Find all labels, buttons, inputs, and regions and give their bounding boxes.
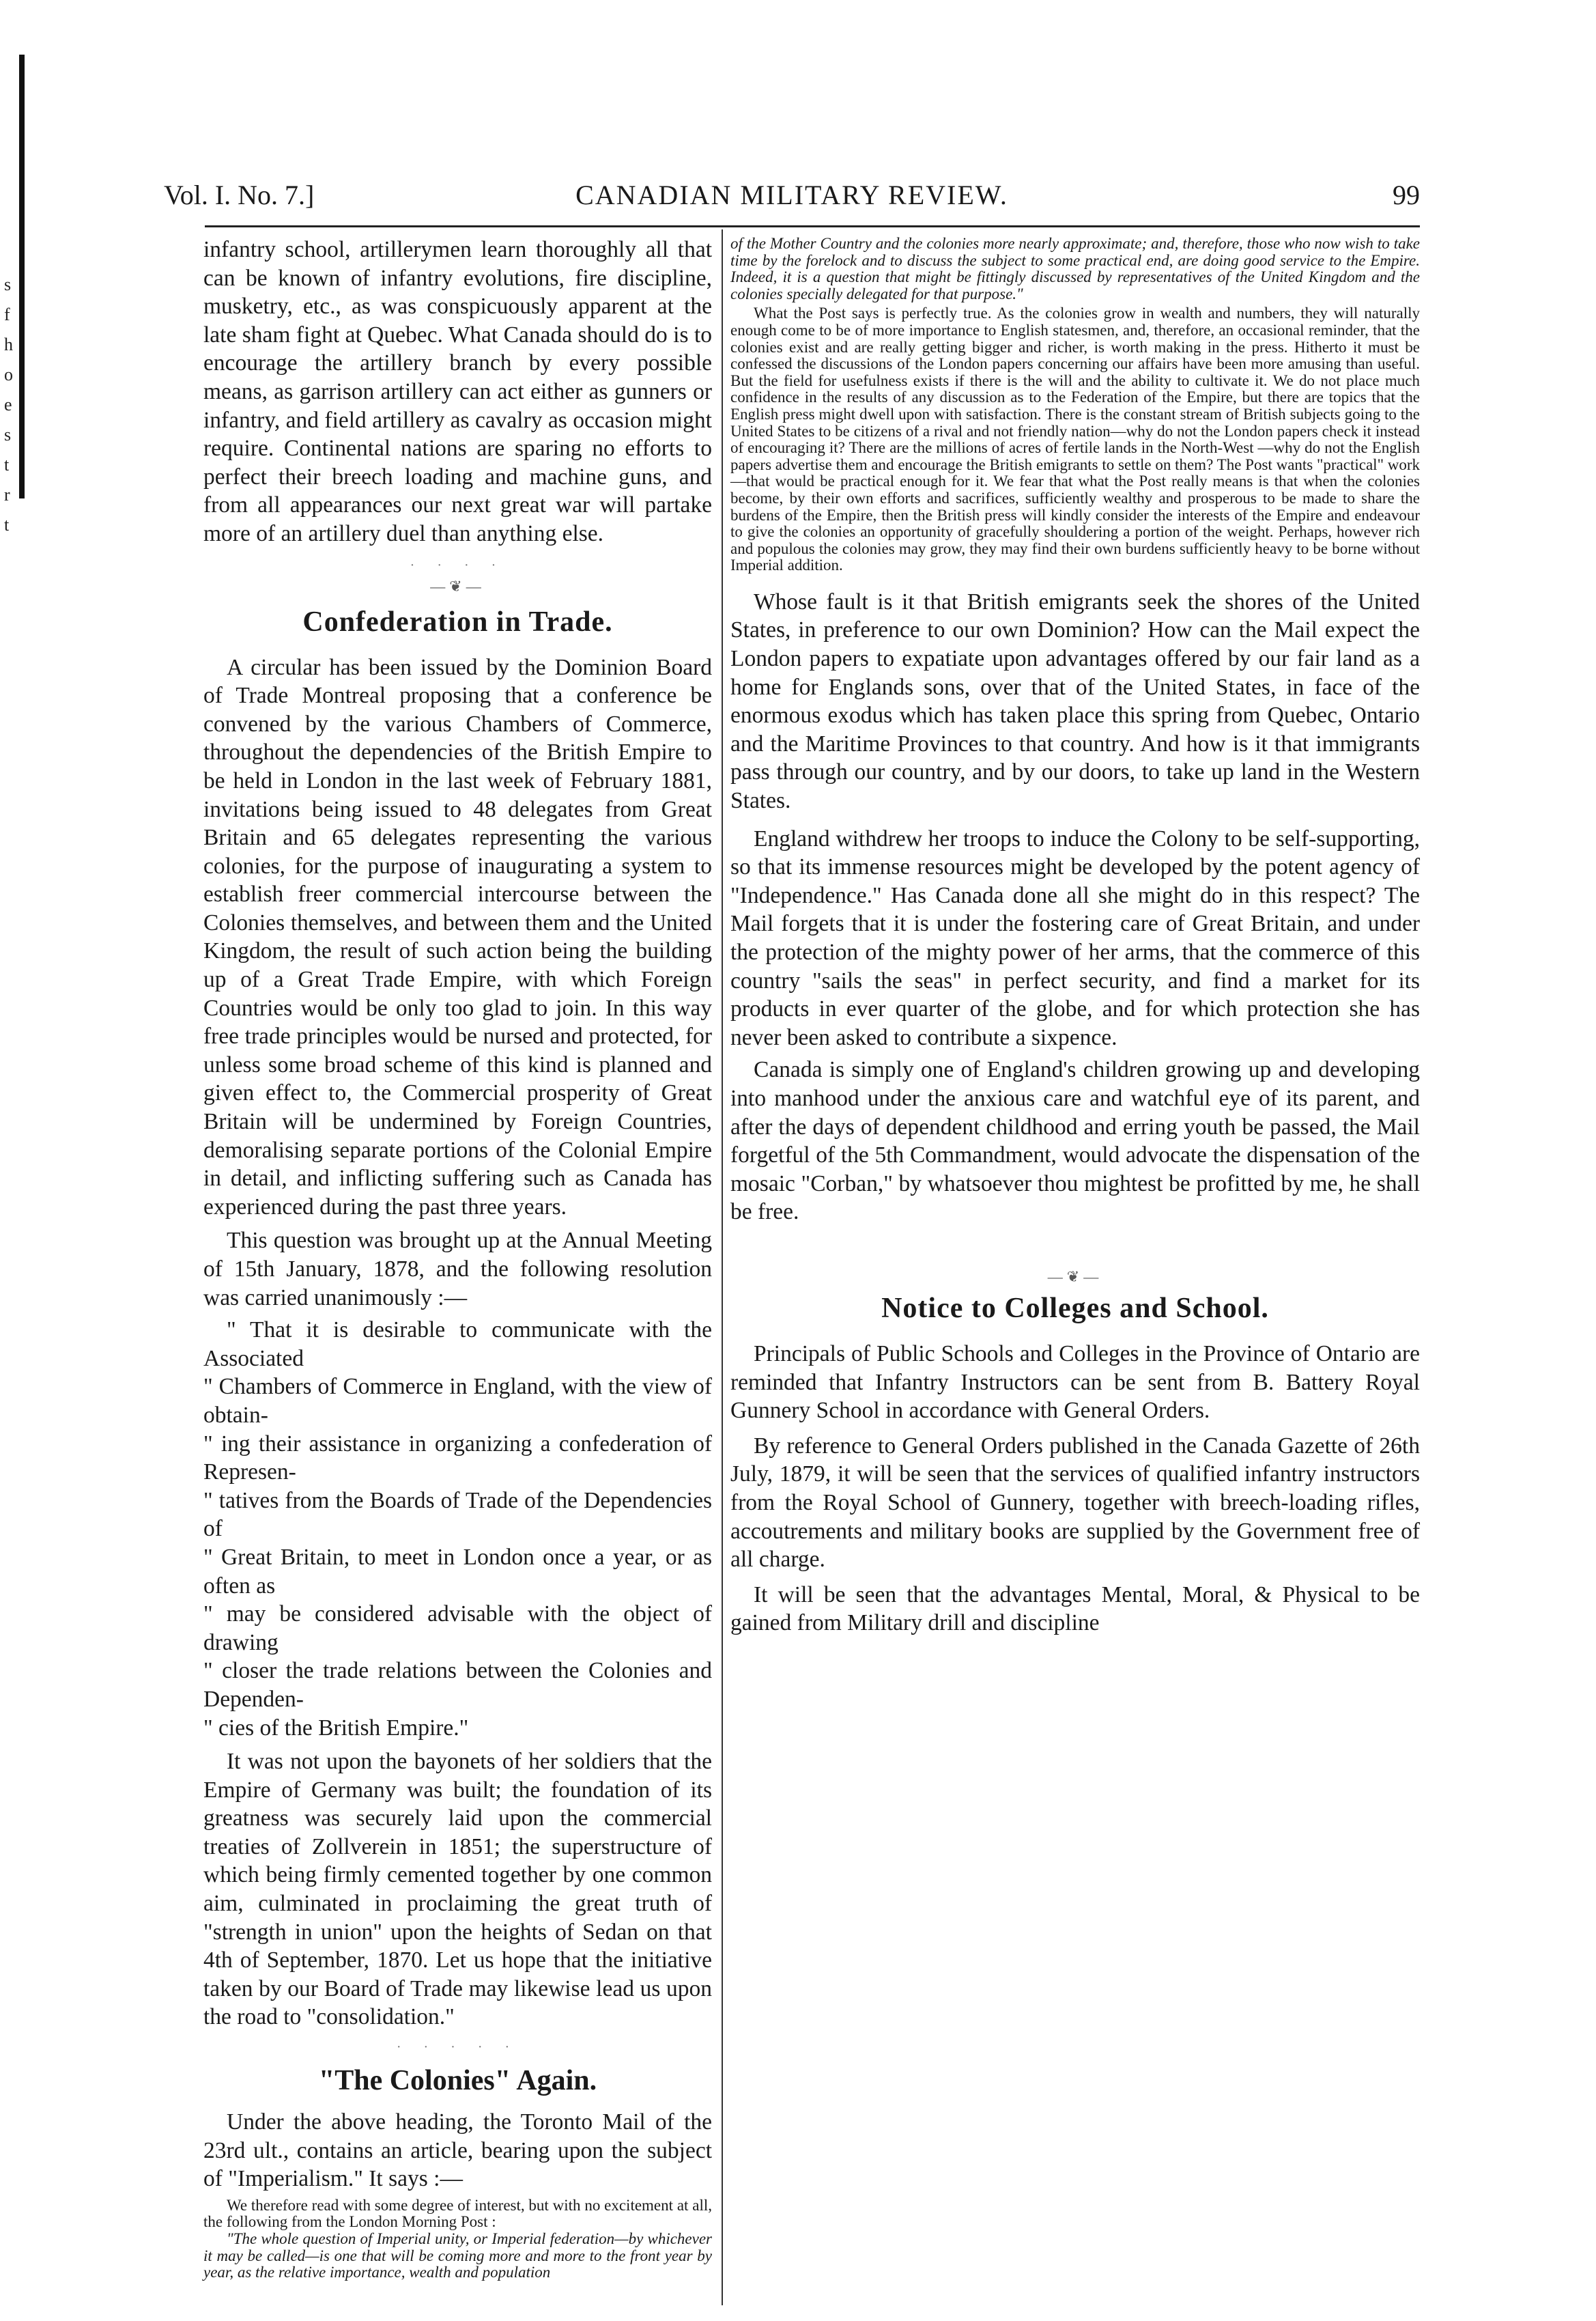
quote-line: " ing their assistance in organizing a confederation of Represen-	[203, 1431, 712, 1485]
article-paragraph: Canada is simply one of England's children growing up and developing into manhood under the anxious care and watchful eye of its parent, and after the days of dependent childhood and erring youth be passed, the Mail forgetful of the 5th Commandment, would advocate the dispensation of the mosaic "Corban," by whatsoever thou mightest be profitted by me, he shall be free.	[730, 1057, 1420, 1225]
article-paragraph: By reference to General Orders published in the Canada Gazette of 26th July, 1879, it will be seen that the services of qualified infantry instructors from the Royal School of Gunnery, together with breech-loading rifles, accoutrements and military books are supplied by the Government free of all charge.	[730, 1433, 1420, 1573]
section-heading-notice: Notice to Colleges and School.	[881, 1292, 1269, 1324]
margin-letter: h	[4, 335, 13, 354]
header-rule	[205, 225, 1420, 227]
margin-letter: r	[4, 485, 10, 505]
article-paragraph: Principals of Public Schools and Colleges in the Province of Ontario are reminded that Infantry Instructors can be sent from B. Battery Royal Gunnery School in accordance with General Orders.	[730, 1340, 1420, 1424]
quote-line: " may be considered advisable with the object of drawing	[203, 1601, 712, 1655]
ornament-separator: · · · · ·	[396, 2040, 519, 2055]
article-paragraph: This question was brought up at the Annual Meeting of 15th January, 1878, and the following resolution was carried unanimously :—	[203, 1228, 712, 1310]
fine-print-quote: "The whole question of Imperial unity, or Imperial federation—by whichever it may be called—is one that will be coming more and more to the front year by year, as the relative importance, wealth and population	[203, 2230, 712, 2281]
article-paragraph: Under the above heading, the Toronto Mail of the 23rd ult., contains an article, bearing upon the subject of "Imperialism." It says :—	[203, 2109, 712, 2192]
column-rule	[722, 229, 723, 2305]
right-column	[730, 236, 1420, 1637]
section-heading-confederation: Confederation in Trade.	[302, 606, 613, 638]
article-paragraph: It was not upon the bayonets of her soldiers that the Empire of Germany was built; the foundation of its greatness was securely laid upon the commercial treaties of Zollverein in 1851; the superstructure of which being firmly cemented together by one common aim, culminated in proclaiming the great truth of "strength in union" upon the heights of Sedan on that 4th of September, 1870. Let us hope that the initiative taken by our Board of Trade may likewise lead us upon the road to "consolidation."	[203, 1749, 712, 2030]
margin-letter: t	[4, 515, 10, 535]
heading-flourish: —❦—	[1047, 1267, 1103, 1285]
running-header	[164, 179, 1420, 220]
quote-line: " tatives from the Boards of Trade of the Dependencies of	[203, 1487, 712, 1542]
margin-letter: o	[4, 365, 13, 384]
volume-label: Vol. I. No. 7.]	[164, 180, 315, 210]
quote-line: " cies of the British Empire."	[203, 1715, 469, 1741]
margin-letter: e	[4, 395, 12, 414]
margin-fragments	[4, 270, 20, 540]
resolution-quote	[203, 1316, 712, 1742]
section-heading-colonies: "The Colonies" Again.	[318, 2065, 597, 2097]
quote-line: " Chambers of Commerce in England, with the view of obtain-	[203, 1374, 712, 1428]
fine-print-paragraph: We therefore read with some degree of interest, but with no excitement at all, the following from the London Morning Post :	[203, 2196, 712, 2231]
margin-letter: s	[4, 275, 12, 294]
intro-paragraph: infantry school, artillerymen learn thoroughly all that can be known of infantry evolutions, fire discipline, musketry, etc., as was conspicuously apparent at the late sham fight at Quebec. What Canada should do is to encourage the artillery branch by every possible means, as garrison artillery can act either as gunners or infantry, and field artillery as cavalry as occasion might require. Continental nations are sparing no efforts to perfect their breech loading and machine guns, and from all appearances our next great war will partake more of an artillery duel than anything else.	[203, 237, 712, 546]
article-paragraph: Whose fault is it that British emigrants seek the shores of the United States, in preference to our own Dominion? How can the Mail expect the London papers to expatiate upon advantages offered by our fair land as a home for Englands sons, over that of the United States, in face of the enormous exodus which has taken place this spring from Quebec, Ontario and the Maritime Provinces to that country. And how is it that immigrants pass through our country, and by our doors, to take up land in the Western States.	[730, 589, 1420, 814]
fine-print-quote-continued: of the Mother Country and the colonies more nearly approximate; and, therefore, those who now wish to take time by the forelock and to discuss the subject to some practical end, are doing good service to the Empire. Indeed, it is a question that might be fittingly discussed by representatives of the United Kingdom and the colonies specially delegated for that purpose."	[730, 235, 1420, 303]
page-number: 99	[1393, 180, 1420, 210]
margin-letter: t	[4, 455, 10, 475]
article-paragraph: England withdrew her troops to induce the Colony to be self-supporting, so that its immense resources might be developed by the potent agency of "Independence." Has Canada done all she might do in this respect? The Mail forgets that it is under the fostering care of Great Britain, and under the protection of the mighty power of her arms, that the commerce of this country "sails the seas" in perfect security, and find a market for its products in ever quarter of the globe, and for which protection she has never been asked to contribute a sixpence.	[730, 826, 1420, 1050]
article-paragraph: A circular has been issued by the Dominion Board of Trade Montreal proposing that a conference be convened by the various Chambers of Commerce, throughout the dependencies of the British Empire to be held in London in the last week of February 1881, invitations being issued to 48 delegates from Great Britain and 65 delegates representing the various colonies, for the purpose of inaugurating a system to establish freer commercial intercourse between the Colonies themselves, and between them and the United Kingdom, the result of such action being the building up of a Great Trade Empire, with which Foreign Countries would be only too glad to join. In this way free trade principles would be nursed and protected, for unless some broad scheme of this kind is planned and given effect to, the Commercial prosperity of Great Britain will be undermined by Foreign Countries, demoralising separate portions of the Colonial Empire in detail, and inflicting suffering such as Canada has experienced during the past three years.	[203, 654, 712, 1220]
margin-letter: f	[4, 305, 10, 324]
left-column	[203, 236, 712, 2281]
quote-line: " That it is desirable to communicate with the Associated	[203, 1317, 712, 1371]
article-paragraph: It will be seen that the advantages Mental, Moral, & Physical to be gained from Military drill and discipline	[730, 1581, 1420, 1636]
ornament-separator: · · · ·	[410, 557, 506, 573]
publication-title: CANADIAN MILITARY REVIEW.	[575, 180, 1008, 210]
margin-letter: s	[4, 425, 12, 445]
quote-line: " closer the trade relations between the Colonies and Dependen-	[203, 1658, 712, 1712]
quote-line: " Great Britain, to meet in London once a year, or as often as	[203, 1544, 712, 1599]
fine-print-paragraph: What the Post says is perfectly true. As the colonies grow in wealth and numbers, they will naturally enough come to be of more importance to English statesmen, and, therefore, an occasional reminder, that the colonies exist and are really getting bigger and richer, is worth making in the press. Hitherto it must be confessed the discussions of the London papers concerning our affairs have been more amusing than useful. But the field for usefulness exists if there is the will and the ability to cultivate it. We do not place much confidence in the results of any discussion as to the Federation of the Empire, but there are topics that the English press might dwell upon with satisfaction. There is the constant stream of British subjects going to the United States to be citizens of a rival and not friendly nation—why do not the London papers check it instead of encouraging it? There are the millions of acres of fertile lands in the North-West —why do not the English papers advertise them and encourage the British emigrants to settle on them? The Post wants "practical" work—that would be practical enough for it. We fear that what the Post really means is that when the colonies become, by their own efforts and sacrifices, sufficiently wealthy and prosperous to be made to share the burdens of the Empire, then the British press will kindly consider the interests of the Empire and endeavour to give the colonies an opportunity of gracefully shouldering a portion of the weight. Perhaps, however rich and populous the colonies may grow, they may find their own burdens sufficiently heavy to be borne without Imperial addition.	[730, 305, 1420, 574]
heading-flourish: —❦—	[430, 577, 485, 595]
